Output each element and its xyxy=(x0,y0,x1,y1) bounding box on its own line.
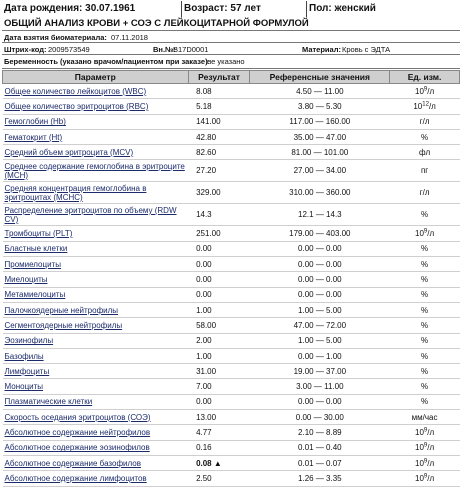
reference-range: 0.01 — 0.07 xyxy=(250,455,390,470)
material-label: Материал: xyxy=(302,45,341,54)
reference-range: 12.1 — 14.3 xyxy=(250,204,390,226)
reference-range: 310.00 — 360.00 xyxy=(250,182,390,204)
reference-range: 1.00 — 5.00 xyxy=(250,302,390,317)
reference-range: 179.00 — 403.00 xyxy=(250,226,390,241)
unit-cell xyxy=(390,471,460,486)
parameter-link[interactable]: Миелоциты xyxy=(3,272,189,287)
unit-exponent: 9 xyxy=(423,473,428,480)
result-value: 0.16 xyxy=(188,440,250,455)
results-table xyxy=(2,70,460,487)
unit-base: г/л xyxy=(419,188,430,198)
parameter-link[interactable]: Лимфоциты xyxy=(3,364,189,379)
unit-cell xyxy=(390,145,460,160)
unit-cell xyxy=(390,394,460,409)
unit-cell xyxy=(390,99,460,114)
parameter-link[interactable]: Гематокрит (Ht) xyxy=(3,129,189,144)
barcode-value: 2009573549 xyxy=(48,45,90,54)
unit-base: 10 xyxy=(415,473,424,483)
unit-base: 10 xyxy=(415,427,424,437)
table-row xyxy=(3,318,460,333)
unit-base: г/л xyxy=(419,117,430,127)
reference-range: 27.00 — 34.00 xyxy=(250,160,390,182)
reference-range: 47.00 — 72.00 xyxy=(250,318,390,333)
result-value: 4.77 xyxy=(188,425,250,440)
dob-field: Дата рождения: 30.07.1961 xyxy=(2,1,182,17)
unit-cell xyxy=(390,333,460,348)
unit-base: 10 xyxy=(415,86,424,96)
parameter-link[interactable]: Базофилы xyxy=(3,348,189,363)
meta-row-pregnancy xyxy=(2,54,460,69)
unit-exponent: 12 xyxy=(422,101,429,108)
table-row xyxy=(3,160,460,182)
unit-cell xyxy=(390,379,460,394)
report-title: ОБЩИЙ АНАЛИЗ КРОВИ + СОЭ С ЛЕЙКОЦИТАРНОЙ ФОРМУЛОЙ xyxy=(4,18,309,29)
unit-tail: /л xyxy=(427,443,435,453)
table-row xyxy=(3,425,460,440)
reference-range: 0.00 — 0.00 xyxy=(250,257,390,272)
parameter-link[interactable]: Средний объем эритроцита (MCV) xyxy=(3,145,189,160)
unit-tail: /л xyxy=(427,229,435,239)
barcode-label: Штрих-код: xyxy=(4,45,47,54)
material-value: Кровь с ЭДТА xyxy=(342,45,391,54)
reference-range: 81.00 — 101.00 xyxy=(250,145,390,160)
parameter-link[interactable]: Моноциты xyxy=(3,379,189,394)
table-row xyxy=(3,471,460,486)
parameter-link[interactable]: Палочкоядерные нейтрофилы xyxy=(3,302,189,317)
result-value: 251.00 xyxy=(188,226,250,241)
unit-base: мм/час xyxy=(411,412,438,422)
patient-header xyxy=(2,1,460,17)
unit-cell xyxy=(390,348,460,363)
table-row xyxy=(3,394,460,409)
result-value: 58.00 xyxy=(188,318,250,333)
parameter-link[interactable]: Среднее содержание гемоглобина в эритроците (MCH) xyxy=(3,160,189,182)
reference-range: 1.26 — 3.35 xyxy=(250,471,390,486)
table-row xyxy=(3,84,460,99)
result-value: 0.08 ▲ xyxy=(188,455,250,470)
reference-range: 3.00 — 11.00 xyxy=(250,379,390,394)
result-value: 141.00 xyxy=(188,114,250,129)
unit-base: % xyxy=(421,275,429,285)
unit-base: % xyxy=(421,210,429,220)
parameter-link[interactable]: Абсолютное содержание базофилов xyxy=(3,455,189,470)
unit-base: 10 xyxy=(413,101,423,111)
result-value: 329.00 xyxy=(188,182,250,204)
unit-cell xyxy=(390,318,460,333)
unit-base: % xyxy=(421,351,429,361)
parameter-link[interactable]: Абсолютное содержание лимфоцитов xyxy=(3,471,189,486)
unit-base: % xyxy=(421,366,429,376)
reference-range: 3.80 — 5.30 xyxy=(250,99,390,114)
result-value: 5.18 xyxy=(188,99,250,114)
date-label: Дата взятия биоматериала: xyxy=(4,33,107,42)
unit-cell xyxy=(390,160,460,182)
table-row xyxy=(3,129,460,144)
age-field: Возраст: 57 лет xyxy=(182,1,307,17)
unit-base: % xyxy=(421,382,429,392)
unit-base: 10 xyxy=(415,229,424,239)
result-value: 0.00 xyxy=(188,394,250,409)
unit-cell xyxy=(390,440,460,455)
parameter-link[interactable]: Тромбоциты (PLT) xyxy=(3,226,189,241)
result-value: 2.50 xyxy=(188,471,250,486)
col-header-result: Результат xyxy=(188,71,250,84)
unit-base: пг xyxy=(420,166,429,176)
unit-exponent: 9 xyxy=(423,457,428,464)
table-row xyxy=(3,348,460,363)
reference-range: 1.00 — 5.00 xyxy=(250,333,390,348)
unit-tail: /л xyxy=(428,101,436,111)
parameter-link[interactable]: Плазматические клетки xyxy=(3,394,189,409)
unit-tail: /л xyxy=(427,86,435,96)
result-value: 0.00 xyxy=(188,257,250,272)
unit-cell xyxy=(390,182,460,204)
table-row xyxy=(3,257,460,272)
parameter-link[interactable]: Абсолютное содержание нейтрофилов xyxy=(3,425,189,440)
table-row xyxy=(3,287,460,302)
reference-range: 4.50 — 11.00 xyxy=(250,84,390,99)
parameter-link[interactable]: Промиелоциты xyxy=(3,257,189,272)
unit-base: % xyxy=(421,336,429,346)
table-row xyxy=(3,204,460,226)
parameter-link[interactable]: Гемоглобин (Hb) xyxy=(3,114,189,129)
table-row xyxy=(3,379,460,394)
unit-cell xyxy=(390,302,460,317)
table-row xyxy=(3,440,460,455)
table-row xyxy=(3,333,460,348)
result-value: 2.00 xyxy=(188,333,250,348)
unit-exponent: 9 xyxy=(423,85,428,92)
unit-base: % xyxy=(421,259,429,269)
unit-cell xyxy=(390,272,460,287)
reference-range: 0.00 — 0.00 xyxy=(250,272,390,287)
unit-exponent: 9 xyxy=(423,228,428,235)
result-value: 1.00 xyxy=(188,302,250,317)
result-value: 1.00 xyxy=(188,348,250,363)
table-row xyxy=(3,364,460,379)
sex-field: Пол: женский xyxy=(309,3,376,14)
unit-cell xyxy=(390,455,460,470)
unit-base: % xyxy=(421,290,429,300)
table-row xyxy=(3,272,460,287)
table-row xyxy=(3,114,460,129)
unit-cell xyxy=(390,129,460,144)
reference-range: 0.00 — 0.00 xyxy=(250,241,390,256)
parameter-link[interactable]: Эозинофилы xyxy=(3,333,189,348)
table-row xyxy=(3,410,460,425)
unit-base: % xyxy=(421,397,429,407)
table-row xyxy=(3,455,460,470)
unit-base: % xyxy=(421,132,429,142)
result-value: 13.00 xyxy=(188,410,250,425)
reference-range: 19.00 — 37.00 xyxy=(250,364,390,379)
parameter-link[interactable]: Метамиелоциты xyxy=(3,287,189,302)
result-value: 42.80 xyxy=(188,129,250,144)
table-row xyxy=(3,226,460,241)
unit-base: фл xyxy=(419,147,431,157)
reference-range: 0.00 — 30.00 xyxy=(250,410,390,425)
reference-range: 117.00 — 160.00 xyxy=(250,114,390,129)
result-value: 14.3 xyxy=(188,204,250,226)
unit-exponent: 9 xyxy=(423,427,428,434)
reference-range: 0.00 — 0.00 xyxy=(250,394,390,409)
unit-base: % xyxy=(421,244,429,254)
col-header-unit: Ед. изм. xyxy=(390,71,460,84)
table-row xyxy=(3,99,460,114)
vial-value: B17D0001 xyxy=(173,45,209,54)
unit-base: % xyxy=(421,320,429,330)
parameter-link[interactable]: Средняя концентрация гемоглобина в эритроцитах (MCHC) xyxy=(3,182,189,204)
result-value: 82.60 xyxy=(188,145,250,160)
unit-base: 10 xyxy=(415,458,424,468)
unit-cell xyxy=(390,287,460,302)
result-value: 8.08 xyxy=(188,84,250,99)
result-value: 0.00 xyxy=(188,241,250,256)
unit-cell xyxy=(390,364,460,379)
parameter-link[interactable]: Сегментоядерные нейтрофилы xyxy=(3,318,189,333)
table-row xyxy=(3,241,460,256)
result-value: 7.00 xyxy=(188,379,250,394)
unit-tail: /л xyxy=(427,458,435,468)
parameter-link[interactable]: Общее количество лейкоцитов (WBC) xyxy=(3,84,189,99)
result-value: 0.00 xyxy=(188,287,250,302)
parameter-link[interactable]: Общее количество эритроцитов (RBC) xyxy=(3,99,189,114)
unit-cell xyxy=(390,410,460,425)
table-row xyxy=(3,182,460,204)
unit-cell xyxy=(390,204,460,226)
unit-cell xyxy=(390,257,460,272)
date-value: 07.11.2018 xyxy=(111,33,148,42)
unit-cell xyxy=(390,114,460,129)
unit-cell xyxy=(390,226,460,241)
parameter-link[interactable]: Распределение эритроцитов по объему (RDW CV) xyxy=(3,204,189,226)
result-value: 27.20 xyxy=(188,160,250,182)
table-header-row xyxy=(3,71,460,84)
vial-label: Вн.№: xyxy=(153,45,176,54)
unit-exponent: 9 xyxy=(423,442,428,449)
pregnancy-label: Беременность (указано врачом/пациентом при заказе): xyxy=(4,57,211,66)
parameter-link[interactable]: Скорость оседания эритроцитов (СОЭ) xyxy=(3,410,189,425)
unit-cell xyxy=(390,241,460,256)
result-value: 0.00 xyxy=(188,272,250,287)
col-header-reference: Референсные значения xyxy=(250,71,390,84)
unit-base: % xyxy=(421,305,429,315)
col-header-parameter: Параметр xyxy=(3,71,189,84)
table-row xyxy=(3,302,460,317)
reference-range: 2.10 — 8.89 xyxy=(250,425,390,440)
unit-base: 10 xyxy=(415,443,424,453)
table-row xyxy=(3,145,460,160)
unit-tail: /л xyxy=(427,473,435,483)
reference-range: 0.00 — 0.00 xyxy=(250,287,390,302)
parameter-link[interactable]: Бластные клетки xyxy=(3,241,189,256)
parameter-link[interactable]: Абсолютное содержание эозинофилов xyxy=(3,440,189,455)
result-value: 31.00 xyxy=(188,364,250,379)
unit-cell xyxy=(390,425,460,440)
unit-cell xyxy=(390,84,460,99)
reference-range: 35.00 — 47.00 xyxy=(250,129,390,144)
reference-range: 0.00 — 1.00 xyxy=(250,348,390,363)
unit-tail: /л xyxy=(427,427,435,437)
pregnancy-value: не указано xyxy=(207,57,245,66)
reference-range: 0.01 — 0.40 xyxy=(250,440,390,455)
